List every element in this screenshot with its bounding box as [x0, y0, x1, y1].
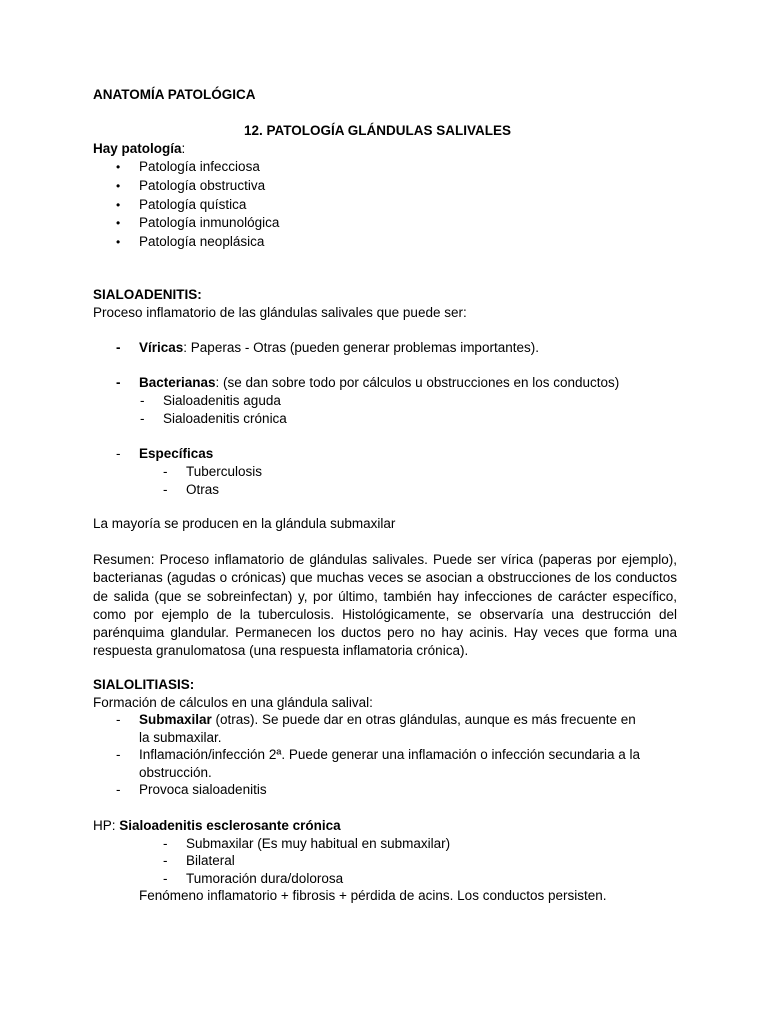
summary-paragraph: Resumen: Proceso inflamatorio de glándulas salivales. Puede ser vírica (paperas por ejemplo), bacterianas (agudas o crónicas) que muchas veces se asocian a obstrucciones de los conductos de salida (que se sobreinfectan) y, por último, también hay infecciones de carácter específico, como por ejemplo de la tuberculosis. Histológicamente, se observaría una destrucción del parénquima glandular. Permanecen los ductos pero no hay acinis. Hay veces que forma una respuesta granulomatosa (una respuesta inflamatoria crónica).	[93, 552, 677, 659]
inflammation-item: Inflamación/infección 2ª. Puede generar una inflamación o infección secundaria a la	[139, 747, 641, 762]
list-item: Patología inmunológica	[139, 215, 280, 230]
inflammation-continuation: obstrucción.	[139, 765, 212, 780]
dash-marker: -	[116, 340, 121, 355]
dash-marker: -	[116, 782, 121, 797]
hp-note: Fenómeno inflamatorio + fibrosis + pérdida de acins. Los conductos persisten.	[139, 888, 607, 903]
list-item: Sialoadenitis crónica	[163, 411, 287, 426]
chapter-title: 12. PATOLOGÍA GLÁNDULAS SALIVALES	[244, 123, 512, 138]
dash-marker: -	[163, 836, 168, 851]
hp-title: Sialoadenitis esclerosante crónica	[119, 818, 341, 833]
sialolitiasis-heading: SIALOLITIASIS:	[93, 677, 195, 692]
bullet-marker: •	[116, 235, 121, 249]
list-item: Sialoadenitis aguda	[163, 393, 281, 408]
dash-marker: -	[163, 853, 168, 868]
intro-heading	[93, 140, 185, 158]
bullet-marker: •	[116, 216, 121, 230]
dash-marker: -	[140, 411, 145, 426]
sialoadenitis-definition: Proceso inflamatorio de las glándulas salivales que puede ser:	[93, 305, 467, 320]
especificas-label: Específicas	[139, 446, 214, 461]
dash-marker: -	[116, 712, 121, 727]
dash-marker: -	[163, 871, 168, 886]
viricas-label: Víricas	[139, 340, 184, 355]
bacterianas-label: Bacterianas	[139, 375, 216, 390]
hp-heading	[93, 817, 341, 835]
bullet-marker: •	[116, 160, 121, 174]
list-item: Patología infecciosa	[139, 159, 260, 174]
sialoadenitis-note: La mayoría se producen en la glándula submaxilar	[93, 516, 396, 531]
viricas-text: : Paperas - Otras (pueden generar problemas importantes).	[183, 340, 539, 355]
bacterianas-text: : (se dan sobre todo por cálculos u obstrucciones en los conductos)	[215, 375, 620, 390]
provoca-item: Provoca sialoadenitis	[139, 782, 267, 797]
submaxilar-continuation: la submaxilar.	[139, 730, 222, 745]
submaxilar-label: Submaxilar	[139, 712, 212, 727]
list-item: Bilateral	[186, 853, 235, 868]
list-item: Submaxilar (Es muy habitual en submaxilar)	[186, 836, 451, 851]
dash-marker: -	[140, 393, 145, 408]
dash-marker: -	[163, 482, 168, 497]
list-item: Tumoración dura/dolorosa	[186, 871, 344, 886]
dash-marker: -	[116, 747, 121, 762]
sialoadenitis-heading: SIALOADENITIS:	[93, 287, 202, 302]
sialolitiasis-definition: Formación de cálculos en una glándula salival:	[93, 695, 373, 710]
intro-label: Hay patología	[93, 141, 182, 156]
list-item: Patología neoplásica	[139, 234, 265, 249]
hp-prefix: HP:	[93, 818, 120, 833]
bullet-marker: •	[116, 198, 121, 212]
bullet-marker: •	[116, 179, 121, 193]
dash-marker: -	[116, 446, 121, 461]
dash-marker: -	[116, 375, 121, 390]
course-title: ANATOMÍA PATOLÓGICA	[93, 87, 256, 102]
list-item: Patología quística	[139, 197, 247, 212]
submaxilar-text: (otras). Se puede dar en otras glándulas, aunque es más frecuente en	[211, 712, 636, 727]
list-item: Otras	[186, 482, 220, 497]
submaxilar-item	[139, 711, 636, 729]
viricas-item	[139, 339, 539, 357]
bacterianas-item	[139, 374, 619, 392]
intro-colon: :	[181, 141, 186, 156]
list-item: Tuberculosis	[186, 464, 263, 479]
dash-marker: -	[163, 464, 168, 479]
list-item: Patología obstructiva	[139, 178, 266, 193]
